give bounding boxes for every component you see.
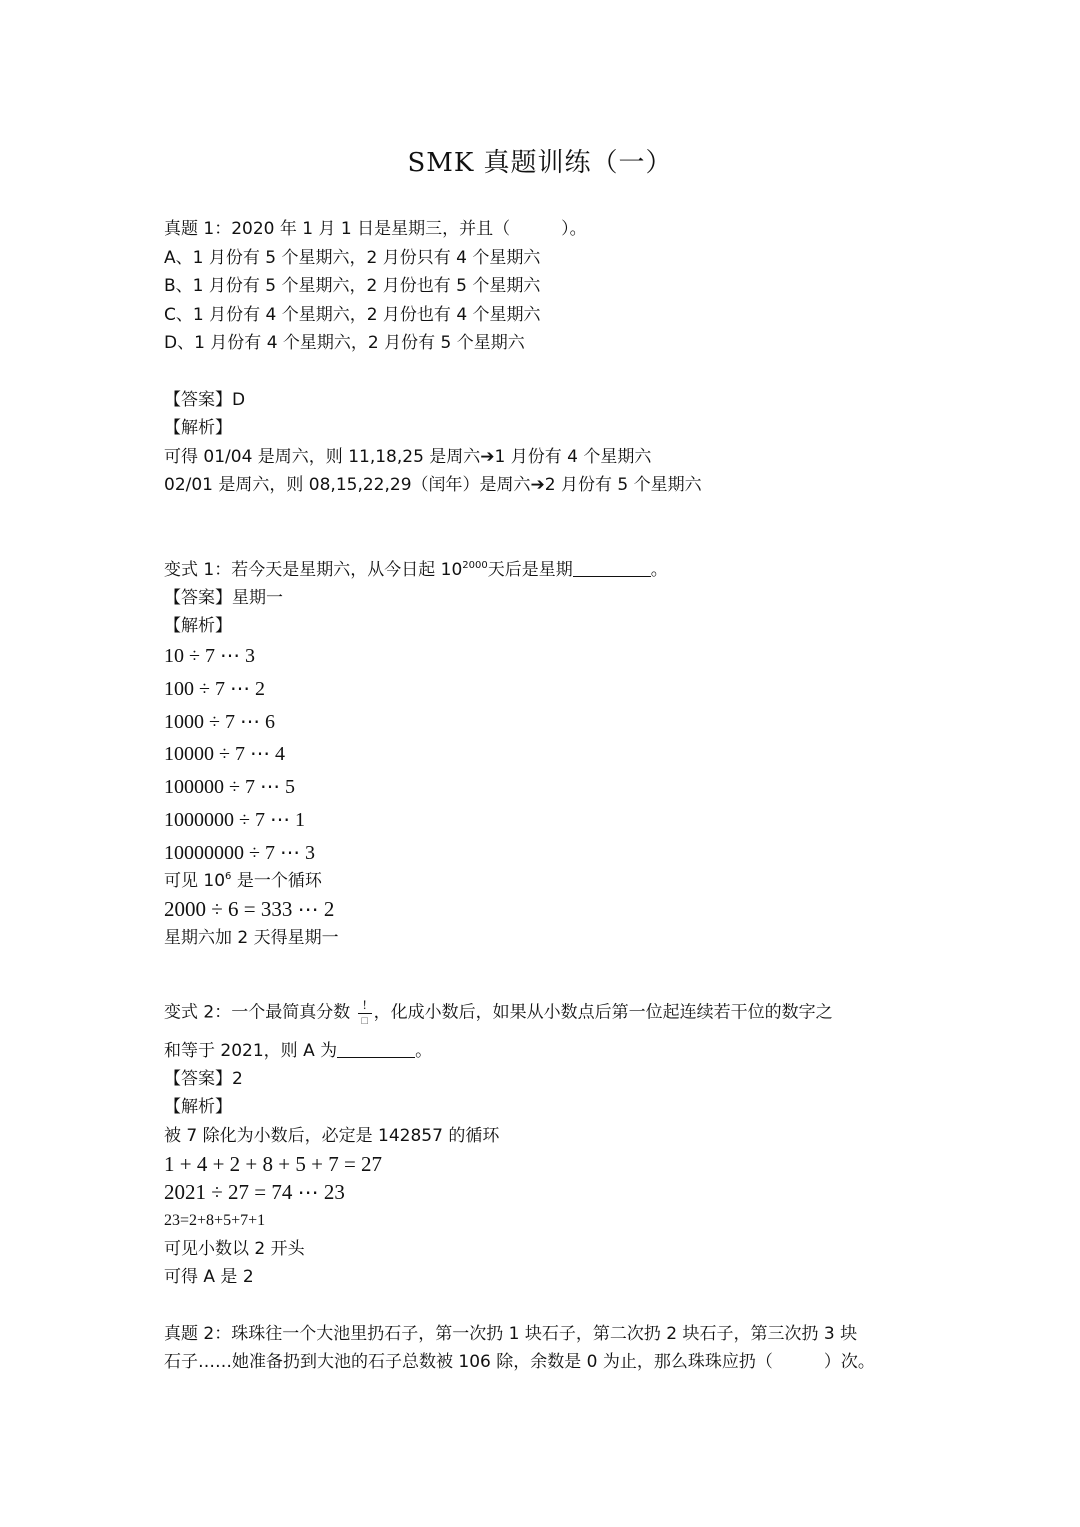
v2-analysis-line: 被 7 除化为小数后，必定是 142857 的循环 (164, 1126, 500, 1146)
v2-analysis-label: 【解析】 (164, 1097, 232, 1117)
v2-calc-line: 23=2+8+5+7+1 (164, 1212, 266, 1229)
q1-option-d: D、1 月份有 4 个星期六，2 月份有 5 个星期六 (164, 333, 525, 353)
v2-answer: 【答案】2 (164, 1069, 243, 1089)
answer-blank (337, 1041, 415, 1058)
q1-option-a: A、1 月份有 5 个星期六，2 月份只有 4 个星期六 (164, 248, 541, 268)
v2-question-line2-text: 和等于 2021，则 A 为 (164, 1041, 338, 1061)
v2-question (164, 998, 833, 1027)
q1-analysis-label: 【解析】 (164, 418, 232, 438)
v1-calc2: 2000 ÷ 6 = 333 ⋯ 2 (164, 897, 335, 921)
v1-calc-line: 1000000 ÷ 7 ⋯ 1 (164, 809, 305, 831)
v2-calc-line: 2021 ÷ 27 = 74 ⋯ 23 (164, 1180, 345, 1204)
v1-question-suffix: 天后是星期 (487, 560, 573, 580)
v1-analysis-label: 【解析】 (164, 616, 232, 636)
v1-calc-line: 10 ÷ 7 ⋯ 3 (164, 645, 255, 667)
q1-analysis-line: 可得 01/04 是周六，则 11,18,25 是周六➔1 月份有 4 个星期六 (164, 447, 652, 467)
v1-calc-line: 10000000 ÷ 7 ⋯ 3 (164, 842, 315, 864)
q1-option-c: C、1 月份有 4 个星期六，2 月份也有 4 个星期六 (164, 305, 541, 325)
fraction-bar (358, 1013, 372, 1014)
answer-blank (573, 560, 651, 577)
v1-cycle (164, 870, 322, 892)
v2-analysis-line: 可见小数以 2 开头 (164, 1239, 305, 1259)
v2-analysis-line: 可得 A 是 2 (164, 1267, 254, 1287)
fraction-numerator: ! (362, 997, 367, 1012)
v2-question-suffix: ，化成小数后，如果从小数点后第一位起连续若干位的数字之 (373, 1002, 833, 1023)
v1-question-end: 。 (650, 560, 668, 580)
v2-question-line2 (164, 1040, 432, 1062)
v1-calc-line: 100000 ÷ 7 ⋯ 5 (164, 776, 295, 798)
v2-calc-line: 1 + 4 + 2 + 8 + 5 + 7 = 27 (164, 1152, 383, 1176)
v2-question-prefix: 变式 2：一个最简真分数 (164, 1002, 351, 1023)
fraction (358, 998, 372, 1027)
q1-answer: 【答案】D (164, 390, 246, 410)
v2-question-end: 。 (415, 1041, 433, 1061)
page-title: SMK 真题训练（一） (407, 148, 673, 178)
v1-cycle-exponent: 6 (225, 871, 232, 882)
v1-calc-line: 10000 ÷ 7 ⋯ 4 (164, 743, 285, 765)
q2-question-line: 石子……她准备扔到大池的石子总数被 106 除，余数是 0 为止，那么珠珠应扔（ ）次。 (164, 1352, 875, 1372)
fraction-denominator: □ (361, 1015, 368, 1027)
v1-exponent: 2000 (462, 560, 488, 571)
v1-question (164, 559, 668, 581)
v1-question-prefix: 变式 1：若今天是星期六，从今日起 10 (164, 560, 463, 580)
v1-cycle-prefix: 可见 10 (164, 871, 226, 891)
v1-calc-line: 100 ÷ 7 ⋯ 2 (164, 678, 265, 700)
v1-cycle-suffix: 是一个循环 (231, 871, 322, 891)
q1-analysis-line: 02/01 是周六，则 08,15,22,29（闰年）是周六➔2 月份有 5 个星期六 (164, 475, 702, 495)
q1-question: 真题 1：2020 年 1 月 1 日是星期三，并且（ ）。 (164, 219, 587, 239)
v1-conclusion: 星期六加 2 天得星期一 (164, 928, 339, 948)
v1-calc-line: 1000 ÷ 7 ⋯ 6 (164, 711, 275, 733)
q1-option-b: B、1 月份有 5 个星期六，2 月份也有 5 个星期六 (164, 276, 541, 296)
q2-question-line: 真题 2：珠珠往一个大池里扔石子，第一次扔 1 块石子，第二次扔 2 块石子，第三次扔 3 块 (164, 1324, 858, 1344)
v1-answer: 【答案】星期一 (164, 588, 283, 608)
